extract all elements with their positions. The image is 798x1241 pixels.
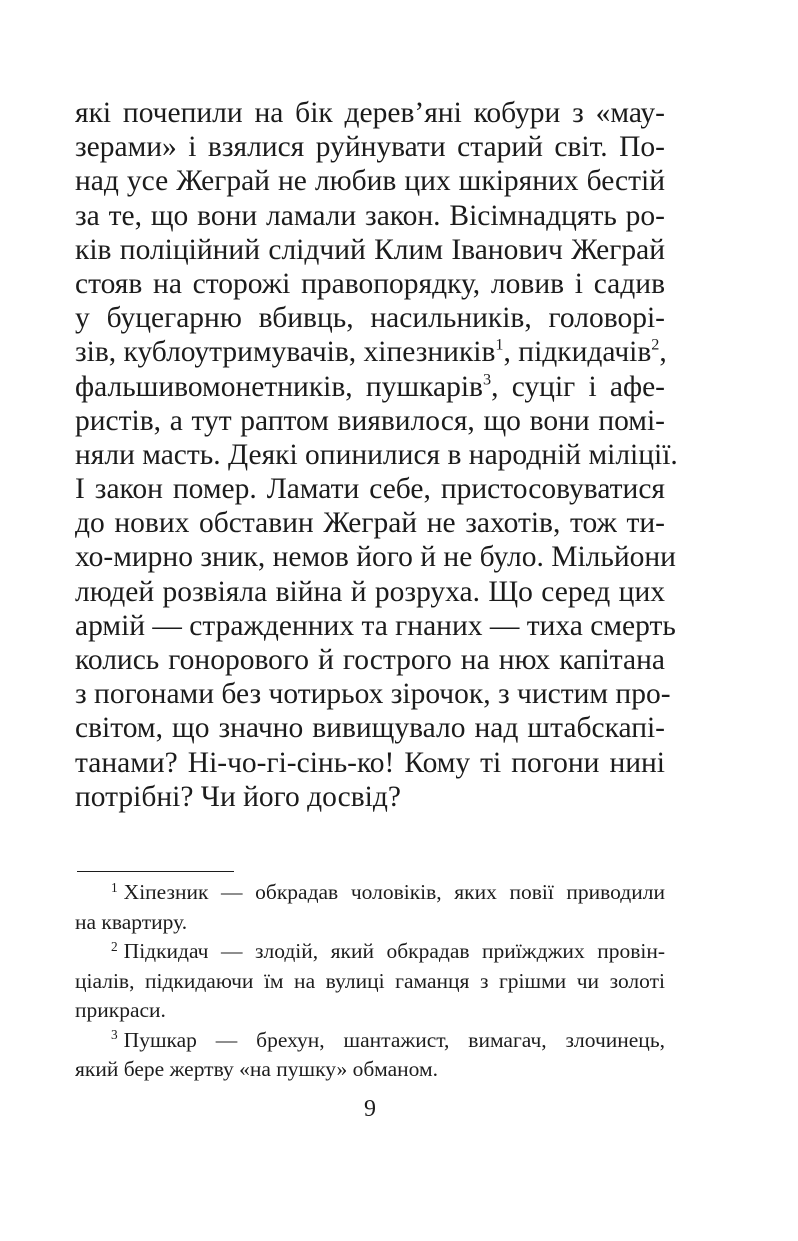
text-line: армій — стражденних та гнаних — тиха смерть [75,609,676,642]
footnote-text: Пушкар — брехун, шантажист, вимагач, злочинець, [123,1027,665,1052]
footnote-text: Підкидач — злодій, який обкрадав приїжджих провін- [123,939,665,963]
text-line: світом, що значно вивищувало над штабскапі- [75,712,665,745]
footnote-mark-3[interactable]: 3 [483,370,492,389]
text-line: І закон помер. Ламати себе, пристосовуватися [75,473,665,506]
text-segment: фальшивомонетників, пушкарів [75,370,483,403]
text-line: хо-мирно зник, немов його й не було. Мільйони [75,541,676,574]
text-line: стояв на сторожі правопорядку, ловив і садив [75,267,665,300]
text-line [75,335,665,369]
footnote-line [75,878,665,908]
footnote-mark-2[interactable]: 2 [651,335,660,354]
text-line: з погонами без чотирьох зірочок, з чистим про- [75,678,671,711]
footnote-text: Хіпезник — обкрадав чоловіків, яких повії приводили [123,880,665,904]
text-line: людей розвіяла війна й розруха. Що серед цих [75,575,665,608]
text-segment: , підкидачів [503,336,652,369]
text-line: зерами» і взялися руйнувати старий світ. По- [75,131,665,164]
footnote-line: прикраси. [75,998,166,1022]
footnote-line: який бере жертву «на пушку» обманом. [75,1057,438,1081]
text-line: які почепили на бік дерев’яні кобури з «мау- [75,97,665,129]
footnote-3 [75,1026,665,1085]
footnote-2 [75,937,665,1026]
footnote-number: 2 [111,938,118,954]
text-segment: , суціг і афе- [491,370,666,403]
footnote-1 [75,878,665,937]
footnote-mark-1[interactable]: 1 [495,335,504,354]
footnote-number: 3 [111,1027,118,1043]
text-line: у буцегарню вбивць, насильників, головорі- [75,302,665,335]
footnote-number: 1 [111,879,118,895]
text-line: потрібні? Чи його досвід? [75,780,401,813]
main-paragraph [75,96,678,814]
text-line: за те, що вони ламали закон. Вісімнадцять ро- [75,199,665,232]
text-segment: зів, кублоутримувачів, хіпезників [75,336,496,369]
footnotes [75,878,665,1085]
footnote-line [75,1026,665,1056]
page-number: 9 [364,1096,376,1122]
text-line: няли масть. Деякі опинилися в народній міліції. [75,438,678,471]
text-line: ристів, а тут раптом виявилося, що вони помі- [75,404,665,437]
footnote-line: на квартиру. [75,909,188,934]
text-line: над усе Жеграй не любив цих шкіряних бестій [75,165,665,198]
footnote-line: ціалів, підкидаючи їм на вулиці гаманця з грішми чи золоті [75,968,665,993]
text-line: танами? Ні-чо-гі-сінь-ко! Кому ті погони нині [75,746,665,779]
footnote-divider [77,871,234,872]
text-segment: , [659,336,667,369]
text-line: до нових обставин Жеграй не захотів, тож ти- [75,507,665,540]
text-line: колись гонорового й гострого на нюх капітана [75,644,665,676]
footnote-line [75,937,665,967]
text-line [75,370,665,404]
text-line: ків поліційний слідчий Клим Іванович Жеграй [75,233,665,266]
